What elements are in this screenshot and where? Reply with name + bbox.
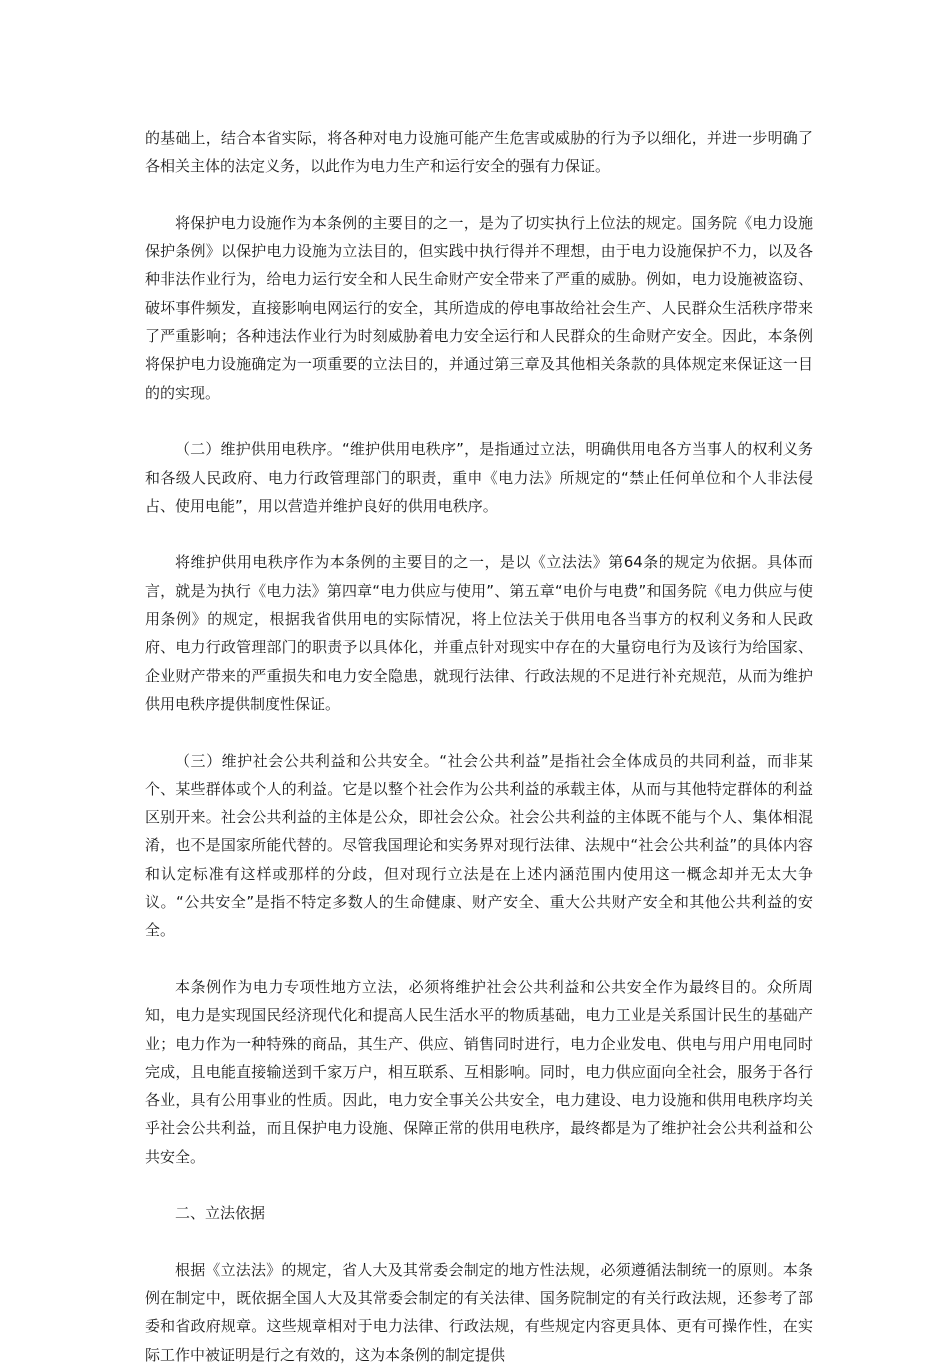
paragraph-supply-order-basis: 将维护供用电秩序作为本条例的主要目的之一，是以《立法法》第64条的规定为依据。具体而言，就是为执行《电力法》第四章“电力供应与使用”、第五章“电价与电费”和国务院《电力供应与使用条例》的规定，根据我省供用电的实际情况，将上位法关于供用电各当事方的权利义务和人民政府、电力行政管理部门的职责予以具体化，并重点针对现实中存在的大量窃电行为及该行为给国家、企业财产带来的严重损失和电力安全隐患，就现行法律、行政法规的不足进行补充规范，从而为维护供用电秩序提供制度性保证。 [145,553,813,713]
paragraph-legislative-basis: 根据《立法法》的规定，省人大及其常委会制定的地方性法规，必须遵循法制统一的原则。本条例在制定中，既依据全国人大及其常委会制定的有关法律、国务院制定的有关行政法规，还参考了部委和省政府规章。这些规章相对于电力法律、行政法规，有些规定内容更具体、更有可操作性，在实际工作中被证明是行之有效的，这为本条例的制定提供 [145,1260,813,1364]
paragraph-protect-facilities: 将保护电力设施作为本条例的主要目的之一，是为了切实执行上位法的规定。国务院《电力设施保护条例》以保护电力设施为立法目的，但实践中执行得并不理想，由于电力设施保护不力，以及各种非法作业行为，给电力运行安全和人民生命财产安全带来了严重的威胁。例如，电力设施被盗窃、破坏事件频发，直接影响电网运行的安全，其所造成的停电事故给社会生产、人民群众生活秩序带来了严重影响；各种违法作业行为时刻威胁着电力安全运行和人民群众的生命财产安全。因此，本条例将保护电力设施确定为一项重要的立法目的，并通过第三章及其他相关条款的具体规定来保证这一目的的实现。 [145,213,813,402]
paragraph-supply-order-heading: （二）维护供用电秩序。“维护供用电秩序”，是指通过立法，明确供用电各方当事人的权利义务和各级人民政府、电力行政管理部门的职责，重申《电力法》所规定的“禁止任何单位和个人非法侵占、使用电能”，用以营造并维护良好的供用电秩序。 [145,440,813,515]
paragraph-public-interest: （三）维护社会公共利益和公共安全。“社会公共利益”是指社会全体成员的共同利益，而非某个、某些群体或个人的利益。它是以整个社会作为公共利益的承载主体，从而与其他特定群体的利益区别开来。社会公共利益的主体是公众，即社会公众。社会公共利益的主体既不能与个人、集体相混淆，也不是国家所能代替的。尽管我国理论和实务界对现行法律、法规中“社会公共利益”的具体内容和认定标准有这样或那样的分歧，但对现行立法是在上述内涵范围内使用这一概念却并无太大争议。“公共安全”是指不特定多数人的生命健康、财产安全、重大公共财产安全和其他公共利益的安全。 [145,751,813,940]
paragraph-continuation: 的基础上，结合本省实际，将各种对电力设施可能产生危害或威胁的行为予以细化，并进一步明确了各相关主体的法定义务，以此作为电力生产和运行安全的强有力保证。 [145,129,813,176]
paragraph-final-purpose: 本条例作为电力专项性地方立法，必须将维护社会公共利益和公共安全作为最终目的。众所周知，电力是实现国民经济现代化和提高人民生活水平的物质基础，电力工业是关系国计民生的基础产业；电力作为一种特殊的商品，其生产、供应、销售同时进行，电力企业发电、供电与用户用电同时完成，且电能直接输送到千家万户，相互联系、互相影响。同时，电力供应面向全社会，服务于各行各业，具有公用事业的性质。因此，电力安全事关公共安全，电力建设、电力设施和供用电秩序均关乎社会公共利益，而且保护电力设施、保障正常的供用电秩序，最终都是为了维护社会公共利益和公共安全。 [145,977,813,1166]
document-body [145,124,813,1369]
section-heading-legislative-basis: 二、立法依据 [175,1204,266,1223]
